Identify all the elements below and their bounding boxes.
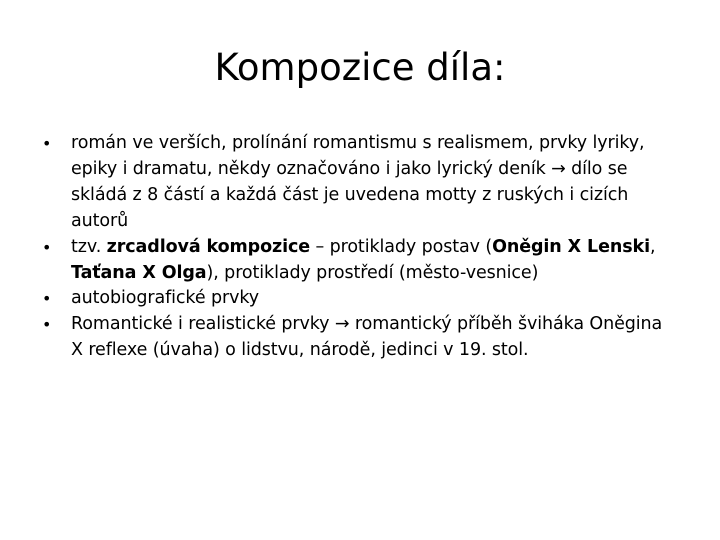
bullet-marker: • — [42, 237, 52, 257]
bullet-marker: • — [42, 289, 52, 309]
bullet-text: tzv. — [71, 236, 107, 257]
bullet-text: román ve verších, prolínání romantismu s realismem, prvky lyriky, epiky i dramatu, někdy označováno i jako lyrický deník — [71, 133, 645, 179]
bullet-text: Romantické i realistické prvky — [71, 314, 335, 335]
bullet-text: ), protiklady prostředí (město-vesnice) — [206, 262, 539, 283]
bullet-item-mirror-composition — [0, 235, 720, 287]
bullet-item-novel-form — [0, 131, 720, 235]
bullet-item-autobiographic — [0, 286, 720, 312]
bold-term: Taťana X Olga — [71, 262, 207, 283]
bullet-marker: • — [42, 315, 52, 335]
bullet-text: , — [649, 236, 656, 257]
bold-term: Oněgin X Lenski — [492, 236, 650, 257]
bullet-list — [0, 131, 720, 364]
bullet-text: dílo se skládá z 8 částí a každá část je uvedena motty z ruských i cizích autorů — [71, 158, 629, 231]
bullet-text: – protiklady postav ( — [310, 236, 493, 257]
arrow-right-icon: → — [551, 158, 566, 179]
arrow-right-icon: → — [334, 314, 350, 335]
bullet-item-romantic-realistic — [0, 312, 720, 364]
bold-term: zrcadlová kompozice — [106, 236, 311, 257]
bullet-marker: • — [42, 134, 52, 153]
slide-title: Kompozice díla: — [214, 46, 506, 89]
bullet-text: autobiografické prvky — [71, 288, 259, 309]
bullet-text: romantický příběh šviháka Oněgina X reflexe (úvaha) o lidstvu, národě, jedinci v 19. stol. — [71, 314, 663, 361]
